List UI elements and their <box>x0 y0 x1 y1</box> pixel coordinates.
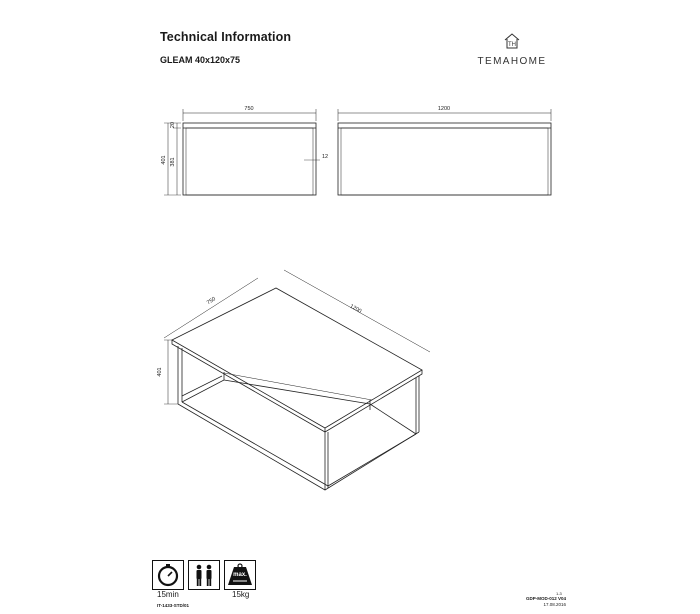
page-number: 1-3 <box>556 591 562 596</box>
logo-letters: TH <box>508 42 516 48</box>
dim-front-width: 1200 <box>437 106 451 112</box>
dim-iso-depth: 750 <box>205 296 217 307</box>
dim-iso-length: 1200 <box>348 303 363 315</box>
brand-name: TEMAHOME <box>477 56 547 67</box>
product-name: GLEAM 40x120x75 <box>160 55 241 65</box>
two-persons-icon <box>188 560 220 590</box>
form-date: 17.08.2016 <box>543 602 566 607</box>
max-weight: 15kg <box>232 590 250 599</box>
assembly-icons <box>152 560 256 590</box>
dim-iso-height: 401 <box>157 367 163 377</box>
dim-side-width: 750 <box>244 106 254 112</box>
max-label: max. <box>233 572 247 578</box>
isometric-drawing <box>164 270 430 490</box>
front-view-drawing <box>338 109 551 195</box>
max-weight-icon <box>224 560 256 590</box>
document-title: Technical Information <box>160 30 292 44</box>
form-code: GDP-MOD-012 V04 <box>525 596 566 601</box>
dim-side-height: 401 <box>161 155 167 165</box>
dim-leg: 12 <box>321 154 329 160</box>
side-view-drawing <box>164 109 320 195</box>
dim-top-thickness: 20 <box>170 121 176 129</box>
document-code: IT-1433-STD/01 <box>157 603 190 608</box>
clock-icon <box>152 560 184 590</box>
dim-inner-height: 381 <box>170 157 176 167</box>
assembly-time: 15min <box>157 590 179 599</box>
